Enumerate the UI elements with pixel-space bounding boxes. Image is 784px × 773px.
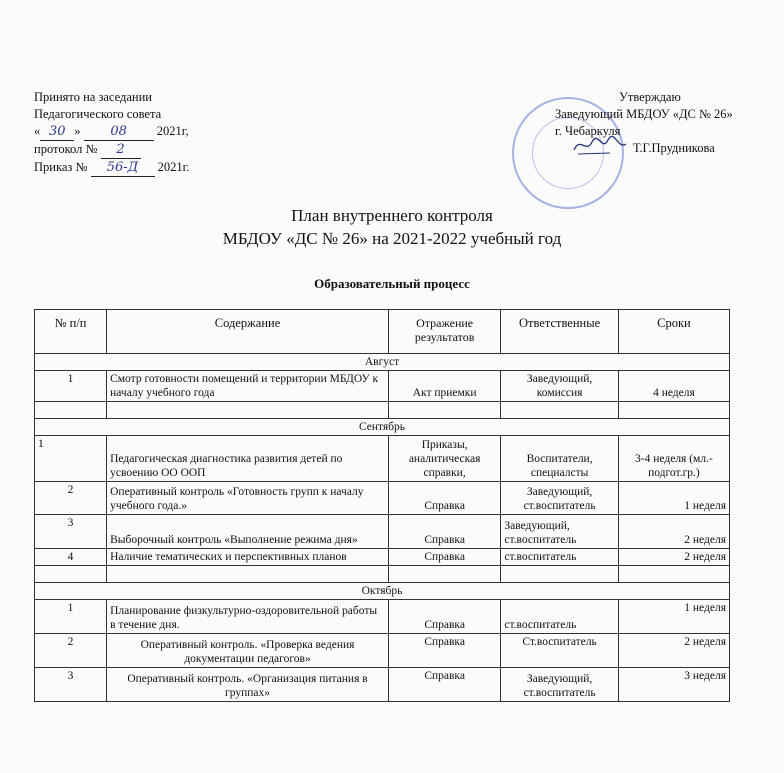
approval-block-right [555,89,733,157]
order-number: 56-Д [91,159,155,177]
table-row [35,515,730,549]
document-title-line2: МБДОУ «ДС № 26» на 2021-2022 учебный год [222,229,562,248]
row-term: 2 неделя [618,515,729,549]
month-row [35,583,730,600]
row-responsible: ст.воспитатель [501,600,619,634]
header-responsible: Ответственные [501,310,619,354]
date-year: 2021г, [156,124,189,138]
order-label: Приказ № [34,160,88,174]
row-content: Оперативный контроль. «Проверка ведения документации педагогов» [107,634,389,668]
row-responsible: ст.воспитатель [501,549,619,566]
row-content: Выборочный контроль «Выполнение режима дня» [107,515,389,549]
date-month: 08 [84,123,154,141]
row-result: Справка [388,515,500,549]
row-content: Педагогическая диагностика развития детей по усвоению ОО ООП [107,436,389,482]
approval-right-line1: Утверждаю [619,90,681,104]
approval-right-line2: Заведующий МБДОУ «ДС № 26» [555,107,733,121]
document-title-line1: План внутреннего контроля [291,206,493,225]
protocol-label: протокол № [34,142,98,156]
table-row [35,371,730,402]
table-header-row [35,310,730,354]
table-row [35,600,730,634]
row-number: 1 [35,600,107,634]
approval-right-line3: г. Чебаркуля [555,124,621,138]
row-responsible: Ст.воспитатель [501,634,619,668]
row-term: 3 неделя [618,668,729,702]
approval-date-line [34,123,189,141]
row-result: Справка [388,634,500,668]
order-year: 2021г. [157,160,190,174]
row-result: Справка [388,600,500,634]
date-prefix: « [34,124,41,138]
row-result: Справка [388,482,500,515]
row-content: Смотр готовности помещений и территории МБДОУ к началу учебного года [107,371,389,402]
month-september: Сентябрь [35,419,730,436]
control-plan-table [34,309,730,702]
month-october: Октябрь [35,583,730,600]
month-august: Август [35,354,730,371]
row-number: 1 [35,371,107,402]
row-responsible: Заведующий, ст.воспитатель [501,515,619,549]
section-title: Образовательный процесс [314,276,470,291]
row-responsible: Заведующий, ст.воспитатель [501,668,619,702]
empty-row [35,566,730,583]
row-content: Оперативный контроль «Готовность групп к началу учебного года.» [107,482,389,515]
empty-row [35,402,730,419]
row-term: 4 неделя [618,371,729,402]
row-term: 1 неделя [618,600,729,634]
row-term: 2 неделя [618,634,729,668]
row-number: 2 [35,482,107,515]
table-row [35,549,730,566]
table-row [35,482,730,515]
row-term: 1 неделя [618,482,729,515]
order-line [34,159,189,177]
header-content: Содержание [107,310,389,354]
protocol-line [34,141,189,159]
row-result: Справка [388,549,500,566]
row-term: 2 неделя [618,549,729,566]
row-number: 1 [35,436,107,482]
approval-right-line4: Т.Г.Прудникова [633,141,715,155]
row-term: 3-4 неделя (мл.-подгот.гр.) [618,436,729,482]
table-row [35,668,730,702]
date-mid: » [74,124,81,138]
header-number: № п/п [35,310,107,354]
row-responsible: Заведующий, комиссия [501,371,619,402]
row-content: Планирование физкультурно-оздоровительной работы в течение дня. [107,600,389,634]
header-term: Сроки [618,310,729,354]
row-responsible: Воспитатели, специалсты [501,436,619,482]
row-content: Наличие тематических и перспективных планов [107,549,389,566]
approval-left-line1: Принято на заседании [34,90,152,104]
row-number: 2 [35,634,107,668]
month-row [35,354,730,371]
row-responsible: Заведующий, ст.воспитатель [501,482,619,515]
approval-block-left [34,89,189,177]
approval-left-line2: Педагогического совета [34,107,162,121]
row-result: Акт приемки [388,371,500,402]
row-result: Справка [388,668,500,702]
table-row [35,436,730,482]
date-day: 30 [40,123,74,141]
row-content: Оперативный контроль. «Организация питания в группах» [107,668,389,702]
row-number: 3 [35,515,107,549]
table-row [35,634,730,668]
protocol-number: 2 [101,141,141,159]
month-row [35,419,730,436]
row-number: 4 [35,549,107,566]
row-result: Приказы, аналитическая справки, [388,436,500,482]
row-number: 3 [35,668,107,702]
header-result: Отражение результатов [388,310,500,354]
